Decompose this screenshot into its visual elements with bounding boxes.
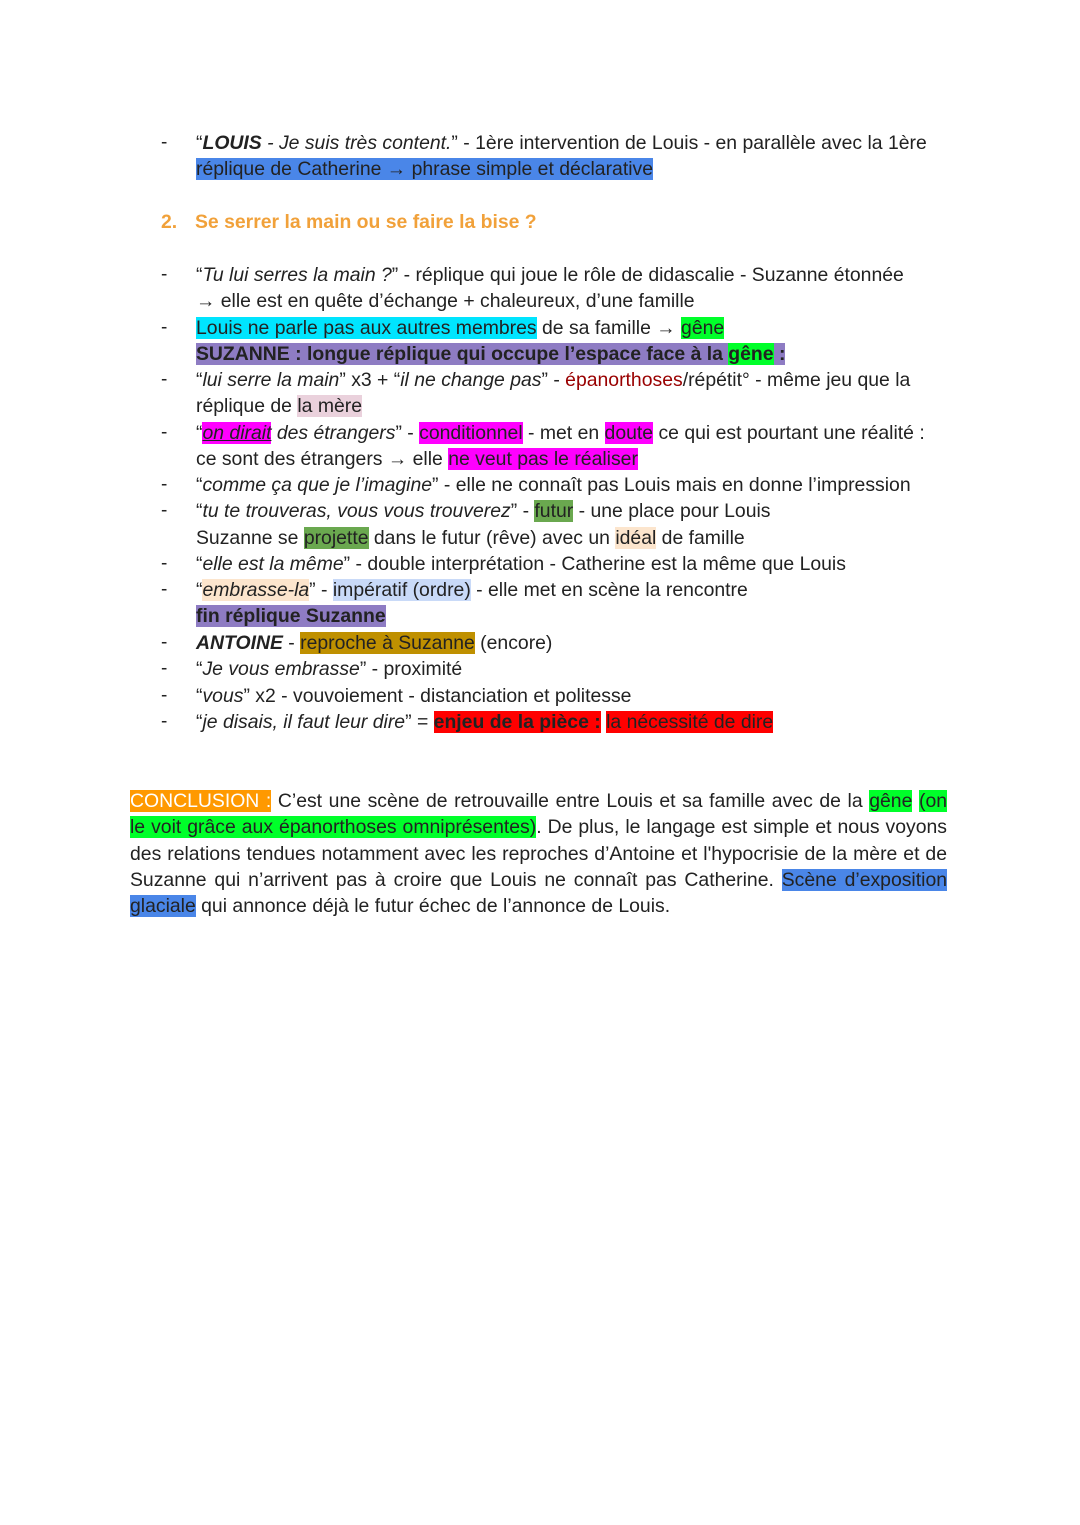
item-text: ” = <box>405 711 434 733</box>
quote-mark: “ <box>196 264 203 286</box>
quoted-text: il ne change pas <box>400 369 542 391</box>
bullet-dash: - <box>161 685 168 706</box>
item-text: ” - double interprétation - Catherine est la même que Louis <box>343 553 846 575</box>
list-item <box>196 130 948 156</box>
item-text: → elle est en quête d’échange + chaleureux, d’une famille <box>196 290 695 312</box>
list-item-continuation <box>196 525 948 551</box>
quoted-text: des étrangers <box>271 422 396 444</box>
item-text: - met en <box>522 422 605 444</box>
list-item <box>196 577 948 603</box>
quote-mark: “ <box>196 579 203 601</box>
separator: - <box>261 132 279 154</box>
list-item <box>196 630 948 656</box>
quoted-text: Je vous embrasse <box>202 658 360 680</box>
bullet-dash: - <box>161 422 168 443</box>
highlight-peach: embrasse-la <box>202 579 310 601</box>
highlight-blue: réplique de Catherine → phrase simple et déclarative <box>196 158 654 180</box>
list-item <box>196 367 948 393</box>
quote-mark: “ <box>196 553 203 575</box>
highlight-cyan: Louis ne parle pas aux autres membres <box>196 317 537 339</box>
heading-title: Se serrer la main ou se faire la bise ? <box>195 211 537 233</box>
bullet-dash: - <box>161 711 168 732</box>
list-item <box>196 315 948 341</box>
highlight-magenta: on dirait <box>202 422 272 444</box>
highlight-olive: projette <box>303 527 369 549</box>
item-text: /répétit° - même jeu que la <box>682 369 911 391</box>
bullet-dash: - <box>161 474 168 495</box>
highlight-red: la nécessité de dire <box>606 711 774 733</box>
quoted-text: lui serre la main <box>202 369 340 391</box>
item-text: - 1ère intervention de Louis - en parallèle avec la 1ère <box>457 132 927 154</box>
quote-mark: ” <box>451 132 458 154</box>
list-item <box>196 262 948 288</box>
highlight-magenta: doute <box>604 422 654 444</box>
quoted-text: Tu lui serres la main ? <box>202 264 392 286</box>
quote-mark: “ <box>196 711 203 733</box>
item-text: ” - <box>541 369 566 391</box>
quote-mark: “ <box>196 658 203 680</box>
quoted-text: vous <box>202 685 244 707</box>
conclusion-text: C’est une scène de retrouvaille entre Louis et sa famille avec de la <box>271 790 870 812</box>
highlight-magenta: conditionnel <box>419 422 523 444</box>
bullet-dash: - <box>161 579 168 600</box>
highlight-magenta: ne veut pas le réaliser <box>448 448 638 470</box>
quote-mark: “ <box>196 422 203 444</box>
list-item-continuation <box>196 156 948 182</box>
highlight-green: gêne <box>869 790 913 812</box>
list-item <box>196 498 948 524</box>
bullet-dash: - <box>161 369 168 390</box>
item-text: ” x2 - vouvoiement - distanciation et politesse <box>243 685 632 707</box>
speaker-name: ANTOINE <box>196 632 283 654</box>
conclusion-label: CONCLUSION : <box>130 790 272 812</box>
quoted-text: Je suis très content. <box>278 132 452 154</box>
conclusion-text: . De plus, le langage est simple et nous voyons des relations tendues notamment avec les reproches d’Antoine et l'hypocrisie de la mère et de Suzanne qui n’arrivent pas à croire que Louis ne connaît pas Catherine. <box>130 816 947 891</box>
quote-mark: “ <box>196 369 203 391</box>
list-item-continuation <box>196 288 948 314</box>
list-item <box>196 656 948 682</box>
highlight-green: gêne <box>681 317 725 339</box>
highlight-olive: futur <box>534 500 574 522</box>
highlight-purple: : <box>773 343 786 365</box>
quote-mark: “ <box>196 132 203 154</box>
item-text: Suzanne se <box>196 527 304 549</box>
bullet-dash: - <box>161 632 168 653</box>
list-item-continuation <box>196 446 948 472</box>
list-item <box>196 472 948 498</box>
list-item <box>196 420 948 446</box>
quote-mark: “ <box>196 474 203 496</box>
item-text: ce qui est pourtant une réalité : <box>653 422 925 444</box>
quoted-text: tu te trouveras, vous vous trouverez <box>202 500 511 522</box>
highlight-pink: la mère <box>297 395 363 417</box>
item-text: de famille <box>656 527 745 549</box>
bullet-dash: - <box>161 317 168 338</box>
list-item <box>196 709 948 735</box>
bullet-dash: - <box>161 500 168 521</box>
highlight-red: enjeu de la pièce : <box>433 711 601 733</box>
quoted-text: elle est la même <box>202 553 344 575</box>
emphasis-word: épanorthoses <box>565 369 683 391</box>
highlight-lightblue: impératif (ordre) <box>332 579 471 601</box>
quoted-text: comme ça que je l’imagine <box>202 474 433 496</box>
list-item <box>196 551 948 577</box>
item-text: de sa famille → <box>536 317 682 339</box>
list-item-continuation <box>196 393 948 419</box>
conclusion-text: qui annonce déjà le futur échec de l’annonce de Louis. <box>195 895 671 918</box>
item-text: ” x3 + “ <box>339 369 401 391</box>
quote-mark: “ <box>196 500 203 522</box>
bullet-dash: - <box>161 264 168 285</box>
item-text: - elle met en scène la rencontre <box>470 579 748 601</box>
speaker-name: LOUIS <box>202 132 262 154</box>
list-item-continuation <box>196 341 948 367</box>
bullet-dash: - <box>161 553 168 574</box>
quoted-text: je disais, il faut leur dire <box>202 711 406 733</box>
bullet-dash: - <box>161 132 168 153</box>
conclusion-paragraph <box>130 788 947 919</box>
item-text: (encore) <box>474 632 553 654</box>
item-text: réplique de <box>196 395 298 417</box>
item-text: ” - proximité <box>359 658 463 680</box>
bullet-dash: - <box>161 658 168 679</box>
highlight-purple: SUZANNE : longue réplique qui occupe l’espace face à la <box>196 343 729 365</box>
highlight-blue: Scène d’exposition glaciale <box>130 868 948 918</box>
item-text: dans le futur (rêve) avec un <box>368 527 616 549</box>
highlight-green: (on le voit grâce aux épanorthoses omniprésentes) <box>130 790 948 839</box>
highlight-gold: reproche à Suzanne <box>300 632 475 654</box>
item-text: ce sont des étrangers → elle <box>196 448 449 470</box>
highlight-green: gêne <box>728 343 774 365</box>
item-text: ” - <box>309 579 333 601</box>
item-text: ” - <box>510 500 535 522</box>
highlight-peach: idéal <box>615 527 657 549</box>
item-text: ” - elle ne connaît pas Louis mais en donne l’impression <box>432 474 911 496</box>
heading-number: 2. <box>161 211 178 233</box>
conclusion-text <box>912 790 919 812</box>
item-text: ” - <box>395 422 420 444</box>
section-heading <box>161 209 537 235</box>
item-text: - une place pour Louis <box>573 500 771 522</box>
quote-mark: “ <box>196 685 203 707</box>
highlight-purple: fin réplique Suzanne <box>196 605 386 627</box>
item-text: ” - réplique qui joue le rôle de didascalie - Suzanne étonnée <box>391 264 904 286</box>
list-item <box>196 683 948 709</box>
item-text: - <box>282 632 301 654</box>
list-item-continuation <box>196 603 948 629</box>
